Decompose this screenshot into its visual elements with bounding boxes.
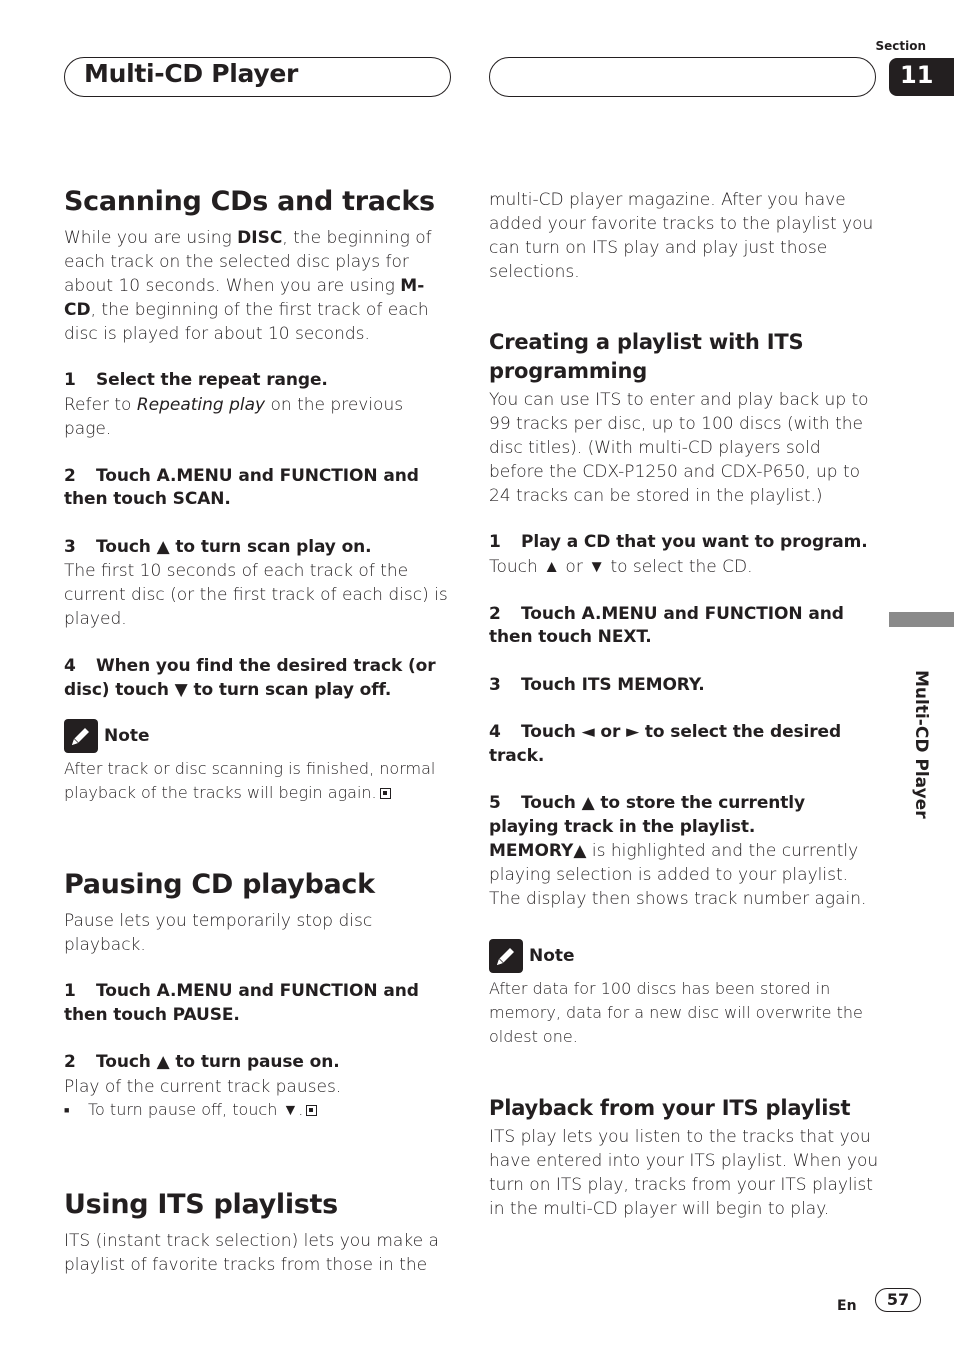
its-continued: multi-CD player magazine. After you have added your favorite tracks to the playlist you can turn on ITS play and play just those selections. [489,190,874,282]
creating-intro: You can use ITS to enter and play back up to 99 tracks per disc, up to 100 discs (with the disc titles). (With multi-CD players sold before the CDX-P1250 and CDX-P650, up to 24 tracks can be stored in the playlist.) [489,390,869,506]
its-intro: ITS (instant track selection) lets you make a playlist of favorite tracks from those in the [64,1230,439,1275]
pausing-step-1: 1 Touch A.MENU and FUNCTION and then touch PAUSE. [64,981,419,1025]
right-column [489,188,879,1221]
creating-step-3: 3 Touch ITS MEMORY. [489,674,705,695]
pausing-intro: Pause lets you temporarily stop disc playback. [64,911,373,955]
pausing-step-2: 2 Touch ▲ to turn pause on. [64,1052,340,1072]
note-pencil-icon [489,939,523,973]
creating-note-header [489,939,879,973]
heading-creating: Creating a playlist with ITS programming [489,330,804,383]
scanning-step-3-body: The first 10 seconds of each track of the current disc (or the first track of each disc) is played. [64,561,448,629]
scanning-note-header [64,719,454,753]
note-pencil-icon [64,719,98,753]
scanning-intro: While you are using DISC, the beginning of each track on the selected disc plays for about 10 seconds. When you are using M-CD, the beginning of the first track of each disc is played for about 10 seconds. [64,228,432,344]
header-empty-frame [489,57,876,97]
side-tab-label: Multi-CD Player [911,670,931,819]
creating-step-5-body: MEMORY▲ is highlighted and the currently playing selection is added to your playlist. The display then shows track number again. [489,841,867,909]
heading-pausing: Pausing CD playback [64,869,375,900]
playback-intro: ITS play lets you listen to the tracks that you have entered into your ITS playlist. When you turn on ITS play, tracks from your ITS playlist in the multi-CD player will begin to play. [489,1127,879,1219]
scanning-step-2: 2 Touch A.MENU and FUNCTION and then touch SCAN. [64,465,419,509]
heading-playback: Playback from your ITS playlist [489,1096,851,1120]
bullet-square-icon: ■ [64,1105,70,1116]
pausing-step-2-body: Play of the current track pauses. [64,1076,342,1097]
footer-language: En [837,1298,857,1314]
end-mark-icon [380,788,391,799]
creating-step-5: 5 Touch ▲ to store the currently playing track in the playlist. [489,793,805,837]
side-tab-marker [889,612,954,627]
creating-note-text: After data for 100 discs has been stored in memory, data for a new disc will overwrite the oldest one. [489,979,863,1046]
creating-step-2: 2 Touch A.MENU and FUNCTION and then touch NEXT. [489,603,844,647]
creating-step-4: 4 Touch ◄ or ► to select the desired track. [489,722,842,766]
section-number-badge: 11 [889,58,954,96]
page-number: 57 [875,1288,921,1312]
scanning-step-1: 1 Select the repeat range. [64,370,328,390]
scanning-step-3: 3 Touch ▲ to turn scan play on. [64,536,372,557]
note-label: Note [529,946,575,966]
scanning-step-4: 4 When you find the desired track (or disc) touch ▼ to turn scan play off. [64,656,436,700]
scanning-note-text: After track or disc scanning is finished, normal playback of the tracks will begin again. [64,759,436,802]
scanning-step-1-body: Refer to Repeating play on the previous page. [64,394,404,439]
left-column [64,186,454,1277]
heading-scanning: Scanning CDs and tracks [64,186,435,217]
end-mark-icon [306,1105,317,1116]
pausing-bullet: ■ To turn pause off, touch ▼. [64,1099,454,1122]
section-label: Section [875,39,926,53]
creating-step-1: 1 Play a CD that you want to program. [489,532,868,552]
heading-its: Using ITS playlists [64,1188,338,1220]
note-label: Note [104,726,150,746]
page-header-title: Multi-CD Player [84,59,299,88]
creating-step-1-body: Touch ▲ or ▼ to select the CD. [489,556,753,577]
